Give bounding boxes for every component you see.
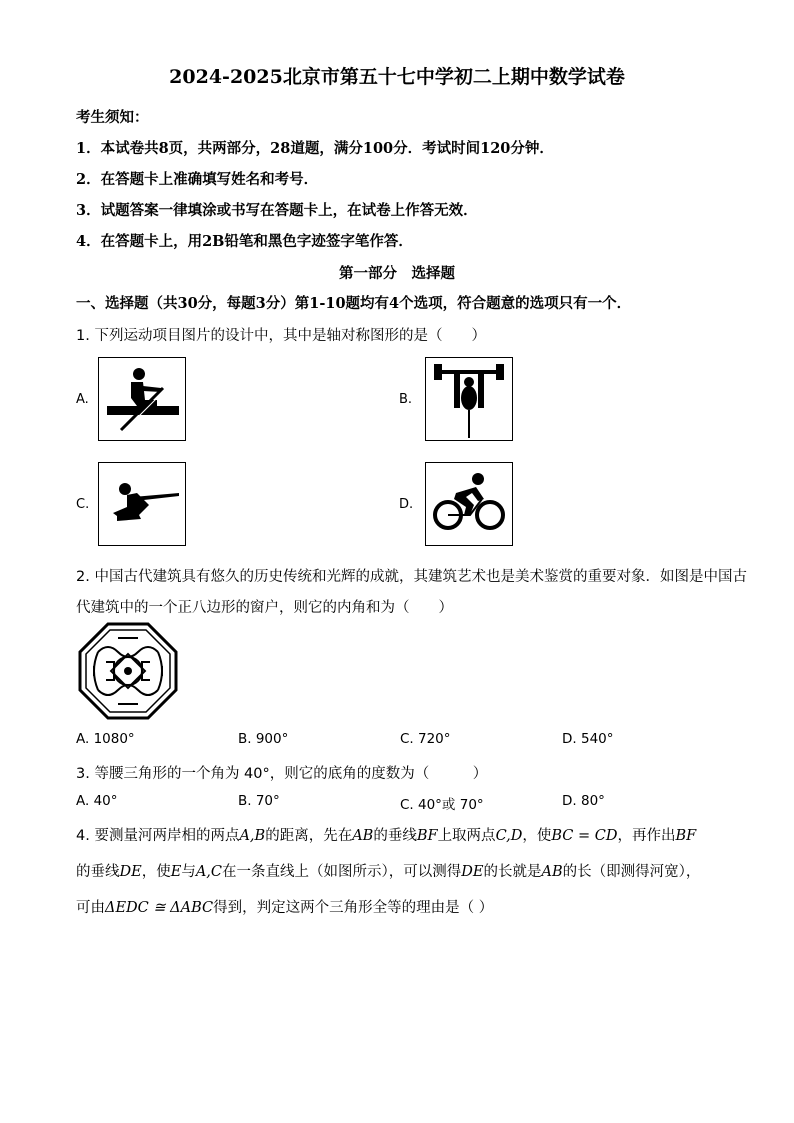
weightlifting-icon [425, 357, 513, 441]
q2-stem-line-2: 代建筑中的一个正八边形的窗户，则它的内角和为（ ） [76, 600, 453, 616]
q2-choice-b: B. 900° [238, 731, 289, 747]
rowing-icon [98, 357, 186, 441]
q2-choice-a: A. 1080° [76, 731, 135, 747]
notice-item-3: 3．试题答案一律填涂或书写在答题卡上，在试卷上作答无效． [76, 202, 478, 219]
q3-choice-d: D. 80° [562, 793, 605, 809]
notice-item-2: 2．在答题卡上准确填写姓名和考号． [76, 171, 319, 188]
part1-heading: 一、选择题（共30分，每题3分）第1-10题均有4个选项，符合题意的选项只有一个． [76, 295, 632, 312]
q4-stem-line-1: 4. 要测量河两岸相的两点A,B的距离，先在AB的垂线BF上取两点C,D，使BC = CD，再作出BF [76, 828, 697, 844]
q4-stem-line-3: 可由ΔEDC ≅ ΔABC得到，判定这两个三角形全等的理由是（ ） [76, 900, 494, 916]
q1-stem: 1. 下列运动项目图片的设计中，其中是轴对称图形的是（ ） [76, 328, 486, 344]
q4-stem-line-2: 的垂线DE，使E与A,C在一条直线上（如图所示），可以测得DE的长就是AB的长（即测得河宽）， [76, 864, 701, 880]
page-title: 2024-2025北京市第五十七中学初二上期中数学试卷 [169, 66, 625, 88]
q2-choice-c: C. 720° [400, 731, 451, 747]
cycling-icon [425, 462, 513, 546]
octagon-window-icon [78, 622, 178, 720]
notice-item-4: 4．在答题卡上，用2B铅笔和黑色字迹签字笔作答． [76, 233, 413, 250]
q2-choice-d: D. 540° [562, 731, 614, 747]
notice-heading: 考生须知： [76, 109, 149, 126]
q1-label-a: A. [76, 392, 89, 407]
q1-label-c: C. [76, 497, 90, 512]
q2-stem-line-1: 2. 中国古代建筑具有悠久的历史传统和光辉的成就，其建筑艺术也是美术鉴赏的重要对象．如图是中国古 [76, 569, 747, 585]
shooting-icon [98, 462, 186, 546]
q3-choice-a: A. 40° [76, 793, 118, 809]
q1-label-d: D. [399, 497, 414, 512]
notice-item-1: 1．本试卷共8页，共两部分，28道题，满分100分．考试时间120分钟． [76, 140, 554, 157]
q3-choice-c: C. 40°或 70° [400, 797, 484, 813]
q1-label-b: B. [399, 392, 413, 407]
q3-stem: 3. 等腰三角形的一个角为 40°，则它的底角的度数为（ ） [76, 766, 488, 782]
section-heading: 第一部分 选择题 [339, 265, 455, 282]
q3-choice-b: B. 70° [238, 793, 280, 809]
